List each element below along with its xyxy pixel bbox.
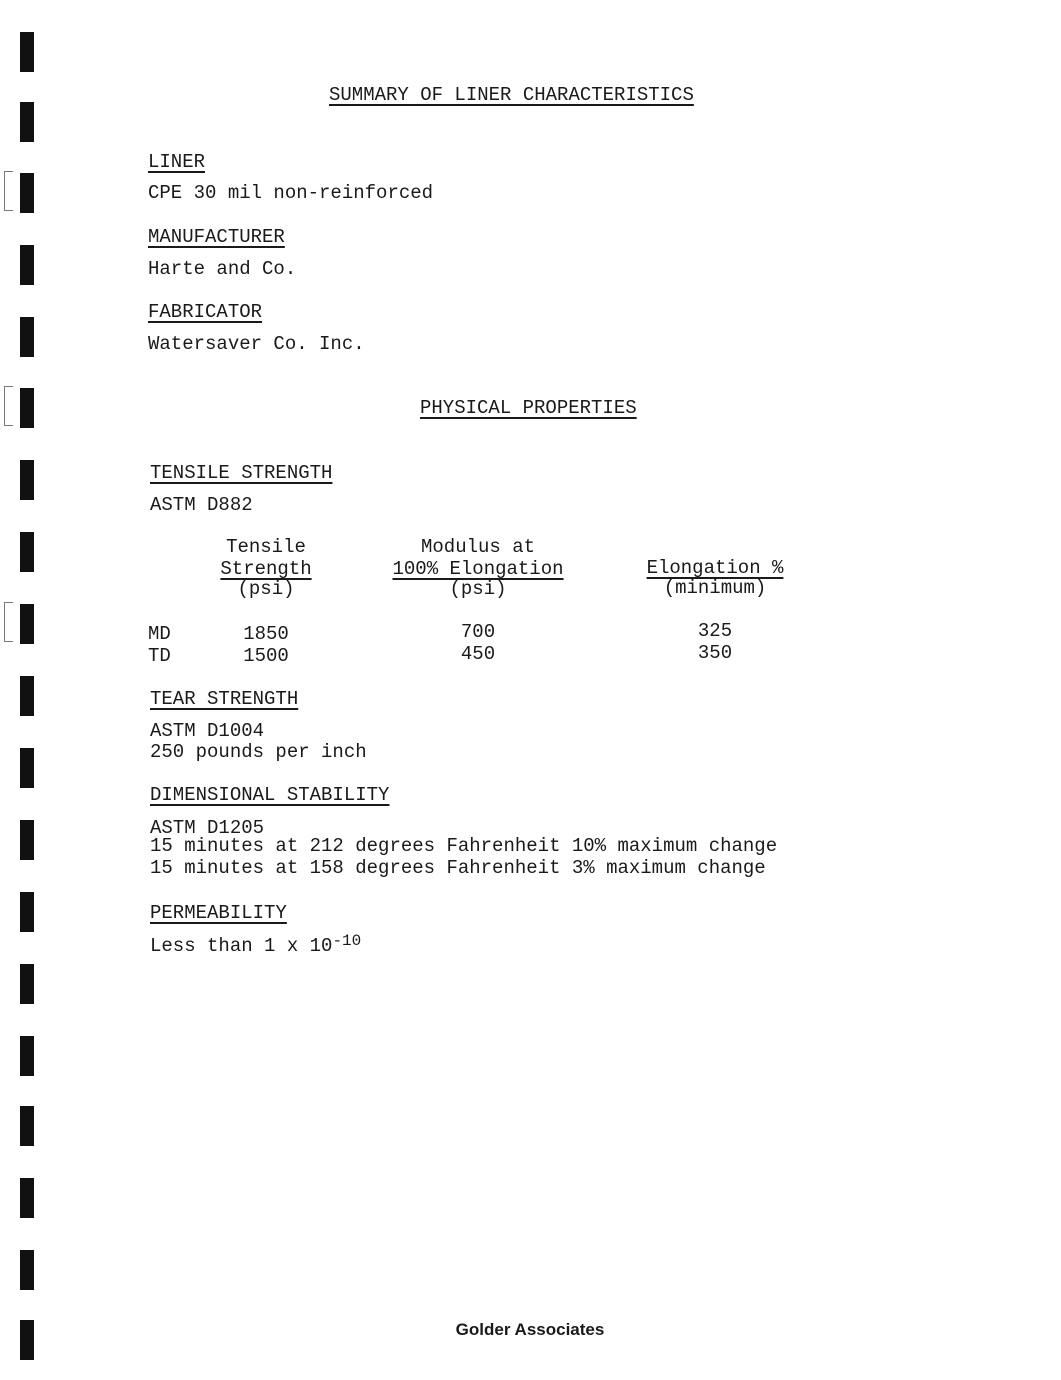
- dimensional-line-2: 15 minutes at 158 degrees Fahrenheit 3% maximum change: [150, 857, 766, 879]
- binder-mark: [20, 317, 34, 357]
- binder-mark: [20, 964, 34, 1004]
- row-td-tensile: 1500: [243, 645, 289, 667]
- row-td-modulus: 450: [460, 643, 496, 665]
- col-modulus-line2: 100% Elongation: [392, 558, 564, 580]
- manufacturer-heading: MANUFACTURER: [148, 226, 285, 248]
- binder-mark: [20, 460, 34, 500]
- col-tensile-unit: (psi): [237, 578, 295, 600]
- row-md-modulus: 700: [460, 621, 496, 643]
- row-md-elongation: 325: [697, 620, 733, 642]
- binder-mark: [20, 748, 34, 788]
- binder-mark: [20, 245, 34, 285]
- binder-mark: [20, 604, 34, 644]
- binder-bracket: [4, 602, 13, 642]
- row-td-elongation: 350: [697, 642, 733, 664]
- liner-heading: LINER: [148, 151, 206, 173]
- tear-heading: TEAR STRENGTH: [150, 688, 299, 710]
- col-modulus-unit: (psi): [449, 578, 507, 600]
- col-elongation-unit: (minimum): [663, 577, 767, 599]
- binder-mark: [20, 892, 34, 932]
- binder-bracket: [4, 171, 13, 211]
- footer-company-name: Golder Associates: [455, 1320, 605, 1339]
- tensile-method: ASTM D882: [150, 494, 253, 516]
- row-md-label: MD: [148, 623, 171, 645]
- binder-mark: [20, 173, 34, 213]
- permeability-heading: PERMEABILITY: [150, 902, 287, 924]
- manufacturer-value: Harte and Co.: [148, 258, 297, 280]
- binder-mark: [20, 102, 34, 142]
- fabricator-heading: FABRICATOR: [148, 301, 263, 323]
- col-elongation-line2: Elongation %: [646, 557, 784, 579]
- binder-mark: [20, 1178, 34, 1218]
- fabricator-value: Watersaver Co. Inc.: [148, 333, 365, 355]
- dimensional-heading: DIMENSIONAL STABILITY: [150, 784, 390, 806]
- binder-mark: [20, 32, 34, 72]
- physical-properties-title: PHYSICAL PROPERTIES: [420, 397, 637, 419]
- row-md-tensile: 1850: [243, 623, 289, 645]
- binder-mark: [20, 1036, 34, 1076]
- document-title: SUMMARY OF LINER CHARACTERISTICS: [329, 84, 694, 106]
- liner-value: CPE 30 mil non-reinforced: [148, 182, 434, 204]
- binder-mark: [20, 1250, 34, 1290]
- tensile-heading: TENSILE STRENGTH: [150, 462, 333, 484]
- binder-mark: [20, 388, 34, 428]
- permeability-exponent: -10: [332, 932, 362, 950]
- binder-mark: [20, 1106, 34, 1146]
- binder-bracket: [4, 386, 13, 426]
- dimensional-method: ASTM D1205: [150, 817, 265, 839]
- binder-mark: [20, 820, 34, 860]
- dimensional-line-1: 15 minutes at 212 degrees Fahrenheit 10% maximum change: [150, 835, 778, 857]
- binder-mark: [20, 532, 34, 572]
- col-tensile-line1: Tensile: [226, 536, 306, 558]
- col-modulus-line1: Modulus at: [420, 536, 536, 558]
- col-tensile-line2: Strength: [220, 558, 312, 580]
- binder-mark: [20, 676, 34, 716]
- permeability-value: Less than 1 x $10^{-10}$: [150, 932, 362, 957]
- binder-mark: [20, 1320, 34, 1360]
- row-td-label: TD: [148, 645, 171, 667]
- tear-method: ASTM D1004: [150, 720, 265, 742]
- tear-value: 250 pounds per inch: [150, 741, 367, 763]
